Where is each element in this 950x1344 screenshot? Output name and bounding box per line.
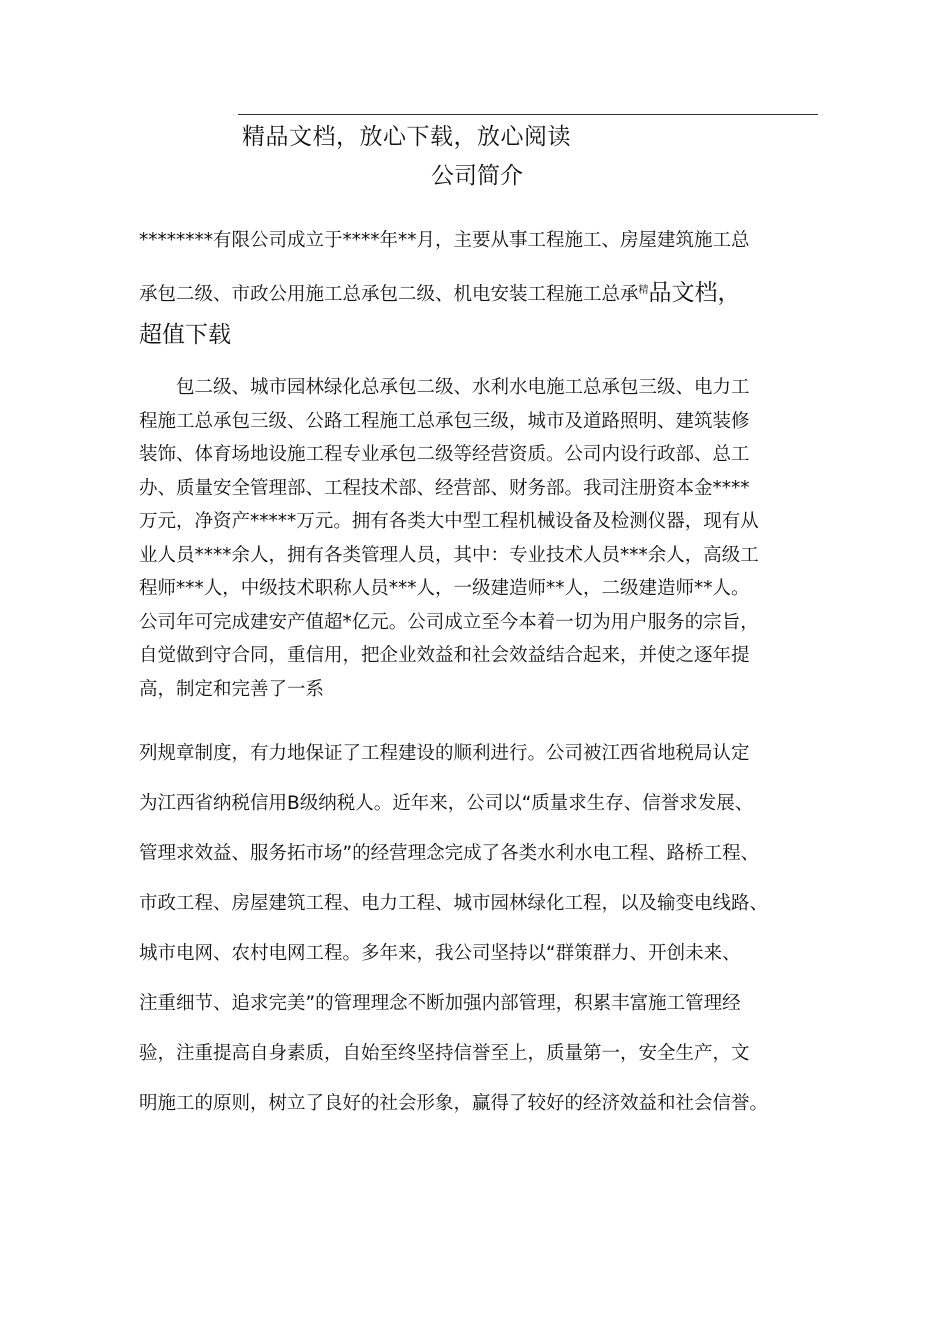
para1-line: 业人员****余人，拥有各类管理人员，其中：专业技术人员***余人，高级工: [139, 544, 759, 566]
para1-line: 高，制定和完善了一系: [139, 678, 325, 700]
intro-line-3: 超值下载: [139, 322, 231, 348]
para2-line: 为江西省纳税信用B级纳税人。近年来，公司以“质量求生存、信誉求发展、: [139, 793, 754, 814]
header-slogan: 精品文档，放心下载，放心阅读: [242, 124, 571, 150]
para2-line: 验，注重提高自身素质，自始至终坚持信誉至上，质量第一，安全生产，文: [139, 1043, 750, 1064]
para1-line: 自觉做到守合同，重信用，把企业效益和社会效益结合起来，并使之逐年提: [139, 645, 750, 666]
header-rule: [238, 114, 818, 115]
para1-line: 程师***人，中级技术职称人员***人，一级建造师**人，二级建造师**人。: [139, 578, 750, 599]
para2-line: 管理求效益、服务拓市场”的经营理念完成了各类水利水电工程、路桥工程、: [139, 843, 760, 864]
overlap-small-text: 精: [638, 285, 649, 296]
para1-line: 包二级、城市园林绿化总承包二级、水利水电施工总承包三级、电力工: [139, 377, 750, 398]
para1-line: 办、质量安全管理部、工程技术部、经营部、财务部。我司注册资本金****: [139, 477, 750, 499]
body-paragraph-2: [139, 729, 819, 1129]
para1-line: 程施工总承包三级、公路工程施工总承包三级，城市及道路照明、建筑装修: [139, 410, 750, 432]
para2-line: 市政工程、房屋建筑工程、电力工程、城市园林绿化工程，以及输变电线路、: [139, 893, 769, 914]
overlap-big-text: 品文档，: [648, 280, 741, 307]
intro-line-2-text: 承包二级、市政公用施工总承包二级、机电安装工程施工总承: [139, 284, 639, 306]
body-paragraph-1: [139, 371, 819, 706]
para1-line: 装饰、体育场地设施工程专业承包二级等经营资质。公司内设行政部、总工: [139, 444, 750, 465]
para2-line: 城市电网、农村电网工程。多年来，我公司坚持以“群策群力、开创未来、: [139, 943, 741, 964]
para2-line: 明施工的原则，树立了良好的社会形象，赢得了较好的经济效益和社会信誉。: [139, 1093, 769, 1114]
intro-line-2: [139, 279, 741, 307]
para2-line: 列规章制度，有力地保证了工程建设的顺利进行。公司被江西省地税局认定: [139, 743, 750, 764]
para1-line: 公司年可完成建安产值超*亿元。公司成立至今本着一切为用户服务的宗旨，: [139, 611, 759, 633]
page-title: 公司简介: [431, 163, 523, 189]
para2-line: 注重细节、追求完美”的管理理念不断加强内部管理，积累丰富施工管理经: [139, 993, 741, 1014]
para1-line: 万元，净资产*****万元。拥有各类大中型工程机械设备及检测仪器，现有从: [139, 511, 759, 532]
intro-line-1: ********有限公司成立于****年**月，主要从事工程施工、房屋建筑施工总: [139, 230, 750, 251]
